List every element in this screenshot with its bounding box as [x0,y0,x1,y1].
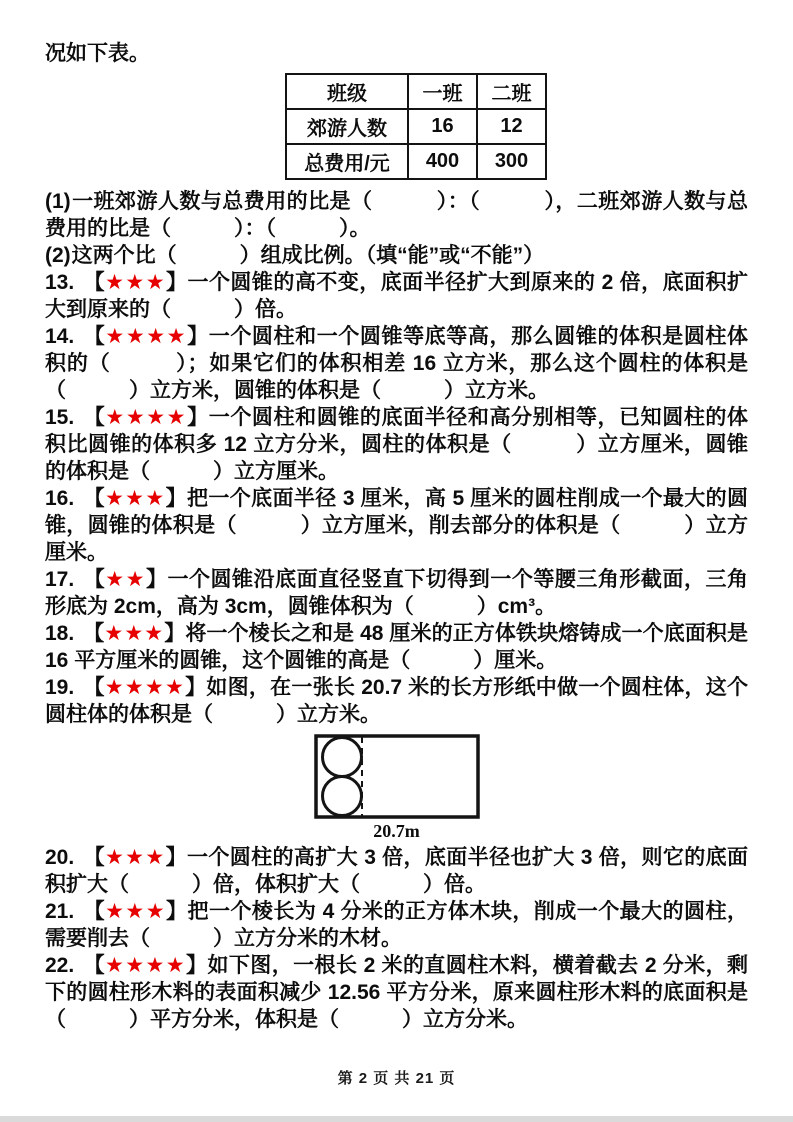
sub-question-text: 一班郊游人数与总费用的比是（ ）：（ ），二班郊游人数与总费用的比是（ ）：（ ）。 [45,190,748,240]
sub-question-number: (2) [45,244,71,267]
question-21 [45,898,748,952]
table-header-class: 班级 [286,74,408,109]
sub-question-text: 这两个比（ ）组成比例。（填“能”或“不能”） [71,244,545,267]
star-bracket-open: 【 [83,568,106,591]
table-row [286,144,546,179]
question-18 [45,620,748,674]
star-bracket-close: 】 [185,676,207,699]
star-bracket-close: 】 [145,568,168,591]
star-bracket-open: 【 [83,487,105,510]
star-bracket-open: 【 [83,406,106,429]
question-number: 22. [45,954,75,977]
star-bracket-open: 【 [83,622,105,645]
question-17 [45,566,748,620]
star-bracket-close: 】 [165,846,187,869]
table-row [286,74,546,109]
difficulty-stars: ★★★ [104,487,166,510]
question-13 [45,269,748,323]
table-cell-cost-class1: 400 [408,144,477,179]
difficulty-stars: ★★★★ [105,406,188,429]
question-text: 一个圆锥沿底面直径竖直下切得到一个等腰三角形截面，三角形底为 2cm，高为 3cm，圆锥体积为（ ）cm³。 [45,568,749,618]
question-text: 将一个棱长之和是 48 厘米的正方体铁块熔铸成一个底面积是 16 平方厘米的圆锥，这个圆锥的高是（ ）厘米。 [45,622,749,672]
question-number: 21. [45,900,75,923]
sub-question-number: (1) [45,190,71,213]
question-number: 17. [45,568,75,591]
table-cell-people-class2: 12 [477,109,546,144]
question-number: 14. [45,325,75,348]
bottom-circle [322,777,361,816]
difficulty-stars: ★★★ [105,271,167,294]
question-text: 把一个棱长为 4 分米的正方体木块，削成一个最大的圆柱，需要削去（ ）立方分米的木材。 [45,900,748,950]
question-number: 20. [45,846,75,869]
star-bracket-close: 】 [187,325,209,348]
rectangle-with-circles-diagram [314,734,480,820]
question-22 [45,952,748,1033]
table-header-class2: 二班 [477,74,546,109]
star-bracket-open: 【 [83,900,106,923]
figure-length-label: 20.7m [373,821,420,841]
difficulty-stars: ★★★ [105,900,167,923]
difficulty-stars: ★★★★ [105,954,187,977]
star-bracket-close: 】 [186,954,208,977]
difficulty-stars: ★★★ [104,846,166,869]
star-bracket-open: 【 [83,846,105,869]
question-text: 如下图，一根长 2 米的直圆柱木料，横着截去 2 分米，剩下的圆柱形木料的表面积减少 12.56 平方分米，原来圆柱形木料的底面积是（ ）平方分米，体积是（ ）立方分米。 [45,954,749,1031]
question-20 [45,844,748,898]
question-number: 18. [45,622,75,645]
question-text: 如图，在一张长 20.7 米的长方形纸中做一个圆柱体，这个圆柱体的体积是（ ）立方米。 [45,676,749,726]
question-text: 一个圆柱和圆锥的底面半径和高分别相等，已知圆柱的体积比圆锥的体积多 12 立方分米，圆柱的体积是（ ）立方厘米，圆锥的体积是（ ）立方厘米。 [45,406,749,483]
table-cell-cost-class2: 300 [477,144,546,179]
trip-stats-table [285,73,547,180]
page-number-footer: 第 2 页 共 21 页 [337,1070,456,1087]
question-text: 一个圆柱的高扩大 3 倍，底面半径也扩大 3 倍，则它的底面积扩大（ ）倍，体积扩大（ ）倍。 [45,846,748,896]
page-bottom-edge [0,1116,793,1122]
question-19 [45,674,748,728]
table-cell-people-label: 郊游人数 [286,109,408,144]
question-number: 15. [45,406,75,429]
intro-text: 况如下表。 [45,42,150,65]
star-bracket-open: 【 [83,676,105,699]
question-14 [45,323,748,404]
cylinder-figure [307,734,487,842]
table-cell-people-class1: 16 [408,109,477,144]
difficulty-stars: ★★ [105,568,146,591]
question-15 [45,404,748,485]
star-bracket-close: 】 [187,406,209,429]
table-header-class1: 一班 [408,74,477,109]
sub-question-1 [45,188,748,242]
table-cell-cost-label: 总费用/元 [286,144,408,179]
question-number: 16. [45,487,75,510]
star-bracket-close: 】 [164,622,186,645]
question-16 [45,485,748,566]
question-number: 19. [45,676,75,699]
star-bracket-close: 】 [166,271,188,294]
star-bracket-open: 【 [83,325,106,348]
star-bracket-close: 】 [165,487,187,510]
question-text: 把一个底面半径 3 厘米，高 5 厘米的圆柱削成一个最大的圆锥，圆锥的体积是（ ）立方厘米，削去部分的体积是（ ）立方厘米。 [45,487,748,564]
question-text: 一个圆柱和一个圆锥等底等高，那么圆锥的体积是圆柱体积的（ ）；如果它们的体积相差 16 立方米，那么这个圆柱的体积是（ ）立方米，圆锥的体积是（ ）立方米。 [45,325,749,402]
difficulty-stars: ★★★★ [105,325,188,348]
difficulty-stars: ★★★ [104,622,165,645]
star-bracket-open: 【 [83,954,106,977]
table-row [286,109,546,144]
top-circle [322,738,361,777]
difficulty-stars: ★★★★ [104,676,186,699]
star-bracket-close: 】 [166,900,188,923]
question-text: 一个圆锥的高不变，底面半径扩大到原来的 2 倍，底面积扩大到原来的（ ）倍。 [45,271,748,321]
sub-question-2 [45,242,748,269]
question-number: 13. [45,271,75,294]
star-bracket-open: 【 [83,271,106,294]
